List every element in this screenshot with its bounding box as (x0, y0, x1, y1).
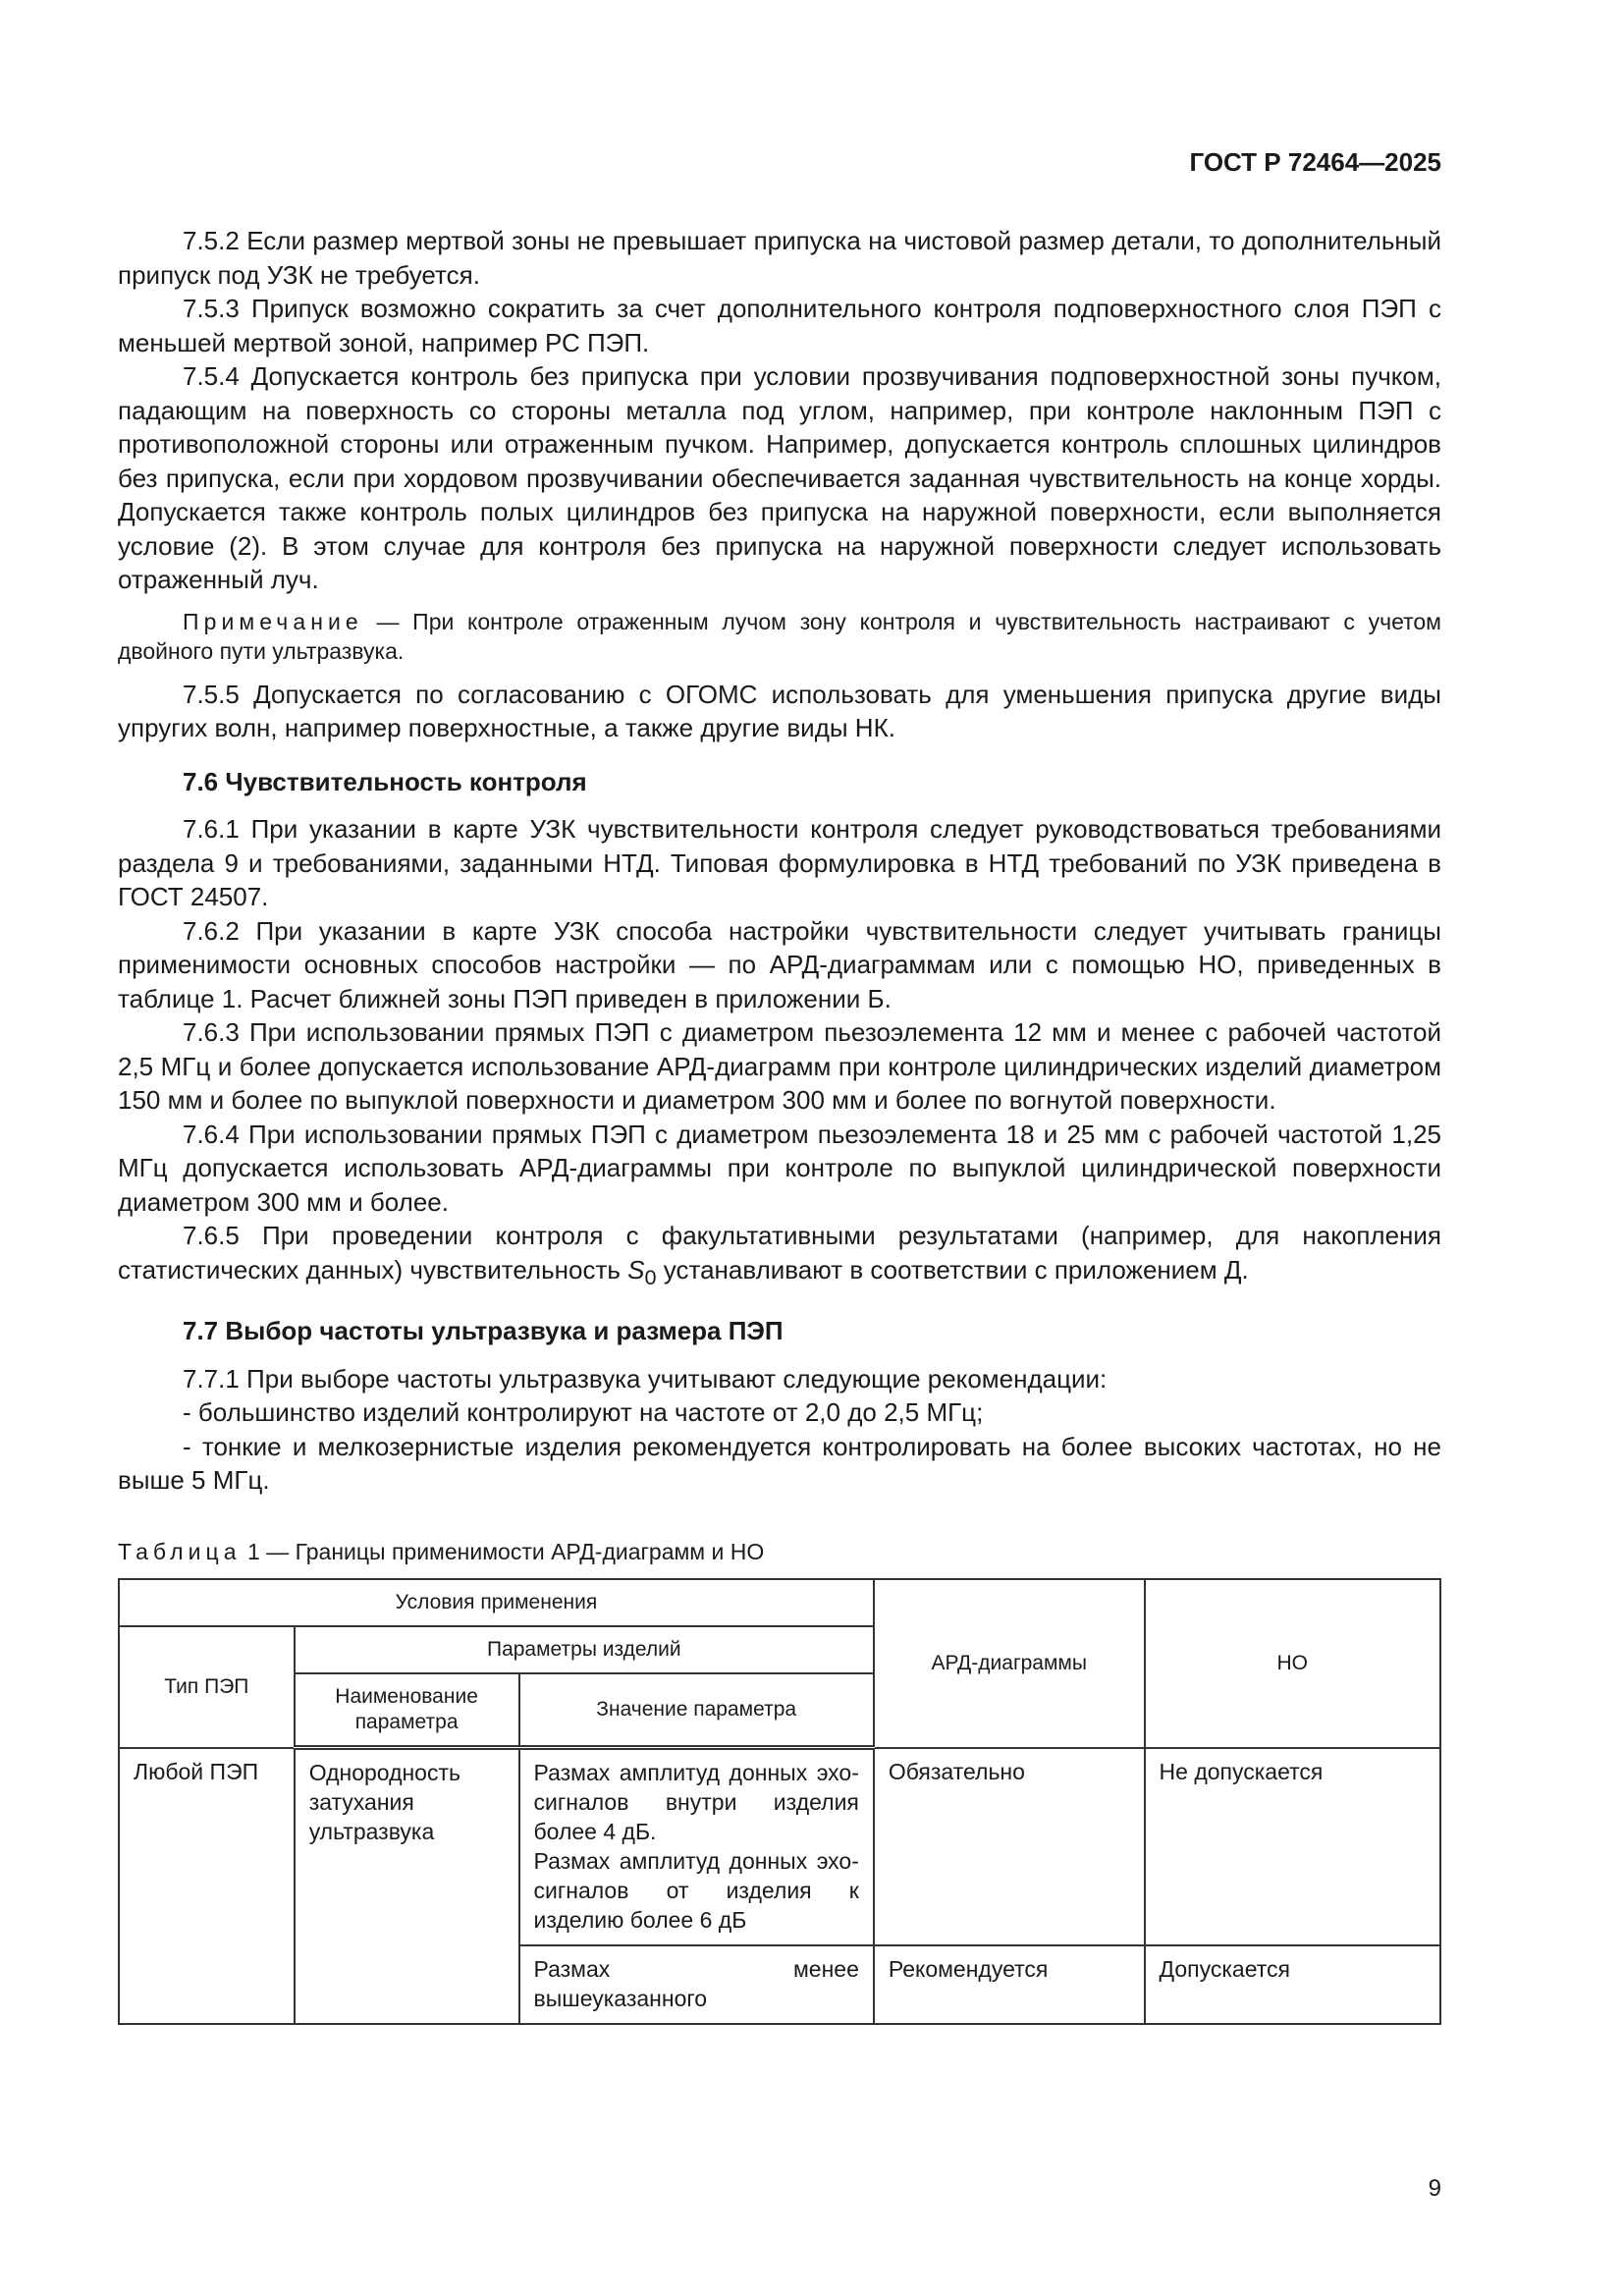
sensitivity-symbol: S (627, 1254, 645, 1285)
paragraph-7-5-5: 7.5.5 Допускается по согласованию с ОГОМС использовать для уменьшения припуска другие виды упругих волн, например поверхностные, а также другие виды НК. (118, 679, 1441, 742)
cell-ard: Обязательно (874, 1748, 1145, 1946)
paragraph-7-5-2: 7.5.2 Если размер мертвой зоны не превышает припуска на чистовой размер детали, то дополнительный припуск под УЗК не требуется. (118, 226, 1441, 290)
cell-param-value: Размах менее вышеуказанного (519, 1945, 874, 2024)
cell-ard: Рекомендуется (874, 1945, 1145, 2024)
paragraph-7-6-2: 7.6.2 При указании в карте УЗК способа настройки чувствительности следует учитывать границы применимости основных способов настройки — по АРД-диаграммам или с помощью НО, приведенных в таблице 1. Расчет ближней зоны ПЭП приведен в приложении Б. (118, 915, 1441, 1013)
paragraph-7-6-5 (118, 1219, 1441, 1294)
paragraph-7-5-3: 7.5.3 Припуск возможно сократить за счет дополнительного контроля подповерхностного слоя ПЭП с меньшей мертвой зоной, например РС ПЭП. (118, 294, 1441, 357)
cell-param-value-b: Размах амплитуд донных эхо-сигналов от изделия к изделию более 6 дБ (533, 1848, 859, 1934)
table-caption-text: 1 — Границы применимости АРД-диаграмм и НО (241, 1538, 765, 1564)
cell-param-name: Однородность затухания ультразвука (295, 1748, 519, 2025)
cell-no: Допускается (1145, 1945, 1440, 2024)
header-no: НО (1145, 1579, 1440, 1748)
paragraph-7-6-5-text-b: устанавливают в соответствии с приложением Д. (656, 1254, 1249, 1285)
note-text: — При контроле отраженным лучом зону контроля и чувствительность настраивают с учетом двойного пути ультразвука. (118, 608, 1441, 664)
header-ard: АРД-диаграммы (874, 1579, 1145, 1748)
page-body (118, 224, 1441, 2025)
list-item-2: - тонкие и мелкозернистые изделия рекомендуется контролировать на более высоких частотах, но не выше 5 МГц. (118, 1431, 1441, 1496)
table-caption (118, 1535, 1441, 1569)
section-heading-7-6: 7.6 Чувствительность контроля (183, 766, 587, 796)
paragraph-7-5-4: 7.5.4 Допускается контроль без припуска при условии прозвучивания подповерхностной зоны пучком, падающим на поверхность со стороны металла под углом, например, при контроле наклонным ПЭП с противоположной стороны или отраженным пучком. Например, допускается контроль сплошных цилиндров без припуска, если при хордовом прозвучивании обеспечивается заданная чувствительность на конце хорды. Допускается также контроль полых цилиндров без припуска на наружной поверхности, если выполняется условие (2). В этом случае для контроля без припуска на наружной поверхности следует использовать отраженный луч. (118, 361, 1441, 594)
paragraph-7-6-1: 7.6.1 При указании в карте УЗК чувствительности контроля следует руководствоваться требованиями раздела 9 и требованиями, заданными НТД. Типовая формулировка в НТД требований по УЗК приведена в ГОСТ 24507. (118, 814, 1441, 911)
header-type: Тип ПЭП (119, 1626, 295, 1748)
table-caption-label: Таблица (118, 1538, 242, 1564)
note-label: Примечание (183, 608, 363, 634)
paragraph-7-6-4: 7.6.4 При использовании прямых ПЭП с диаметром пьезоэлемента 18 и 25 мм с рабочей частотой 1,25 МГц допускается использовать АРД-диаграммы при контроле по выпуклой цилиндрической поверхности диаметром 300 мм и более. (118, 1119, 1441, 1217)
header-param-name: Наименование параметра (295, 1673, 519, 1748)
header-conditions: Условия применения (119, 1579, 874, 1626)
paragraph-7-7-1: 7.7.1 При выборе частоты ультразвука учитывают следующие рекомендации: (183, 1363, 1108, 1394)
cell-param-value-a: Размах амплитуд донных эхо-сигналов внутри изделия более 4 дБ. (533, 1760, 859, 1845)
applicability-table (118, 1578, 1441, 2025)
cell-param-value (519, 1748, 874, 1946)
cell-no: Не допускается (1145, 1748, 1440, 1946)
table-row (119, 1748, 1440, 1946)
header-param-value: Значение параметра (519, 1673, 874, 1748)
sensitivity-subscript: 0 (644, 1264, 657, 1289)
document-code: ГОСТ Р 72464—2025 (1189, 147, 1441, 177)
paragraph-7-6-3: 7.6.3 При использовании прямых ПЭП с диаметром пьезоэлемента 12 мм и менее с рабочей частотой 2,5 МГц и более допускается использование АРД-диаграмм при контроле цилиндрических изделий диаметром 150 мм и более по выпуклой поверхности и диаметром 300 мм и более по вогнутой поверхности. (118, 1017, 1441, 1115)
header-params: Параметры изделий (295, 1626, 874, 1673)
note (118, 607, 1441, 666)
cell-type: Любой ПЭП (119, 1748, 295, 2025)
page-number: 9 (1428, 2175, 1441, 2202)
section-heading-7-7: 7.7 Выбор частоты ультразвука и размера ПЭП (183, 1316, 784, 1346)
paragraph-7-6-5-text-a: 7.6.5 При проведении контроля с факультативными результатами (например, для накопления статистических данных) чувствительность (118, 1221, 1441, 1285)
list-item-1: - большинство изделий контролируют на частоте от 2,0 до 2,5 МГц; (183, 1397, 984, 1428)
